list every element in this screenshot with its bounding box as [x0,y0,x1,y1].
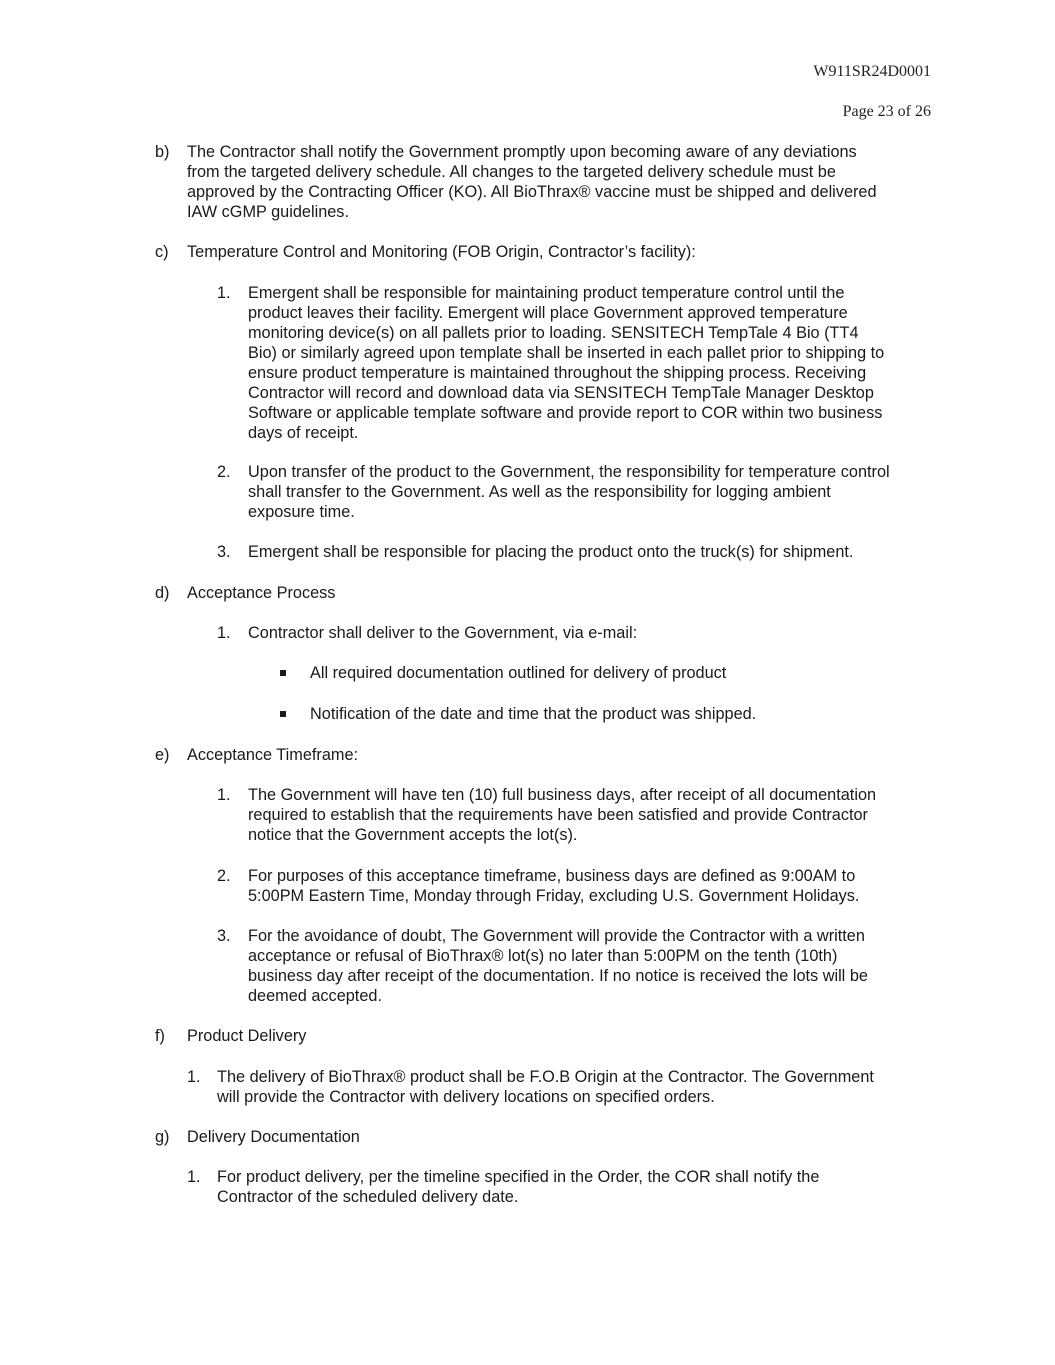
section-c-item-2-text: Upon transfer of the product to the Government, the responsibility for temperature control shall transfer to the Government. As well as the responsibility for logging ambient exposure time. [248,463,890,521]
section-c-label: c) [155,243,169,261]
section-e-item-3-text: For the avoidance of doubt, The Government will provide the Contractor with a written acceptance or refusal of BioThrax® lot(s) no later than 5:00PM on the tenth (10th) business day after receipt of the documentation. If no notice is received the lots will be deemed accepted. [248,927,868,1005]
section-e-item-2-text: For purposes of this acceptance timeframe, business days are defined as 9:00AM to 5:00PM Eastern Time, Monday through Friday, excluding U.S. Government Holidays. [248,867,860,905]
section-c-item-3-text: Emergent shall be responsible for placing the product onto the truck(s) for shipment. [248,543,854,561]
section-c-item-1-num: 1. [217,284,231,302]
section-d-item-1-num: 1. [217,624,231,642]
section-c-heading: Temperature Control and Monitoring (FOB Origin, Contractor’s facility): [187,243,696,261]
section-f-label: f) [155,1027,165,1045]
section-b-label: b) [155,143,170,161]
section-e-item-2-num: 2. [217,867,231,885]
section-e-item-1-num: 1. [217,786,231,804]
section-e-item-3-num: 3. [217,927,231,945]
section-e-label: e) [155,746,170,764]
section-g-heading: Delivery Documentation [187,1128,360,1146]
section-f-heading: Product Delivery [187,1027,307,1045]
section-e-heading: Acceptance Timeframe: [187,746,359,764]
section-g-label: g) [155,1128,170,1146]
section-d-bullet-1: All required documentation outlined for delivery of product [310,664,727,682]
section-g-item-1-num: 1. [187,1168,201,1186]
section-f-item-1-num: 1. [187,1068,201,1086]
page-number: Page 23 of 26 [842,103,931,120]
section-g-item-1-text: For product delivery, per the timeline specified in the Order, the COR shall notify the Contractor of the scheduled delivery date. [217,1168,820,1206]
section-c-item-2-num: 2. [217,463,231,481]
section-d-item-1-text: Contractor shall deliver to the Government, via e-mail: [248,624,638,642]
bullet-marker [280,670,286,676]
section-c-item-3-num: 3. [217,543,231,561]
section-d-label: d) [155,584,170,602]
section-d-heading: Acceptance Process [187,584,336,602]
section-e-item-1-text: The Government will have ten (10) full business days, after receipt of all documentation required to establish that the requirements have been satisfied and provide Contractor notice that the Government accepts the lot(s). [248,786,877,844]
section-f-item-1-text: The delivery of BioThrax® product shall be F.O.B Origin at the Contractor. The Government will provide the Contractor with delivery locations on specified orders. [217,1068,874,1106]
section-d-bullet-2: Notification of the date and time that the product was shipped. [310,705,757,723]
section-c-item-1-text: Emergent shall be responsible for maintaining product temperature control until the product leaves their facility. Emergent will place Government approved temperature monitoring device(s) on all pallets prior to loading. SENSITECH TempTale 4 Bio (TT4 Bio) or similarly agreed upon template shall be inserted in each pallet prior to shipping to ensure product temperature is maintained throughout the shipping process. Receiving Contractor will record and download data via SENSITECH TempTale Manager Desktop Software or applicable template software and provide report to COR within two business days of receipt. [248,284,885,442]
section-b-text: The Contractor shall notify the Government promptly upon becoming aware of any deviations from the targeted delivery schedule. All changes to the targeted delivery schedule must be approved by the Contracting Officer (KO). All BioThrax® vaccine must be shipped and delivered IAW cGMP guidelines. [187,143,877,221]
bullet-marker [280,711,286,717]
document-id: W911SR24D0001 [813,63,931,80]
